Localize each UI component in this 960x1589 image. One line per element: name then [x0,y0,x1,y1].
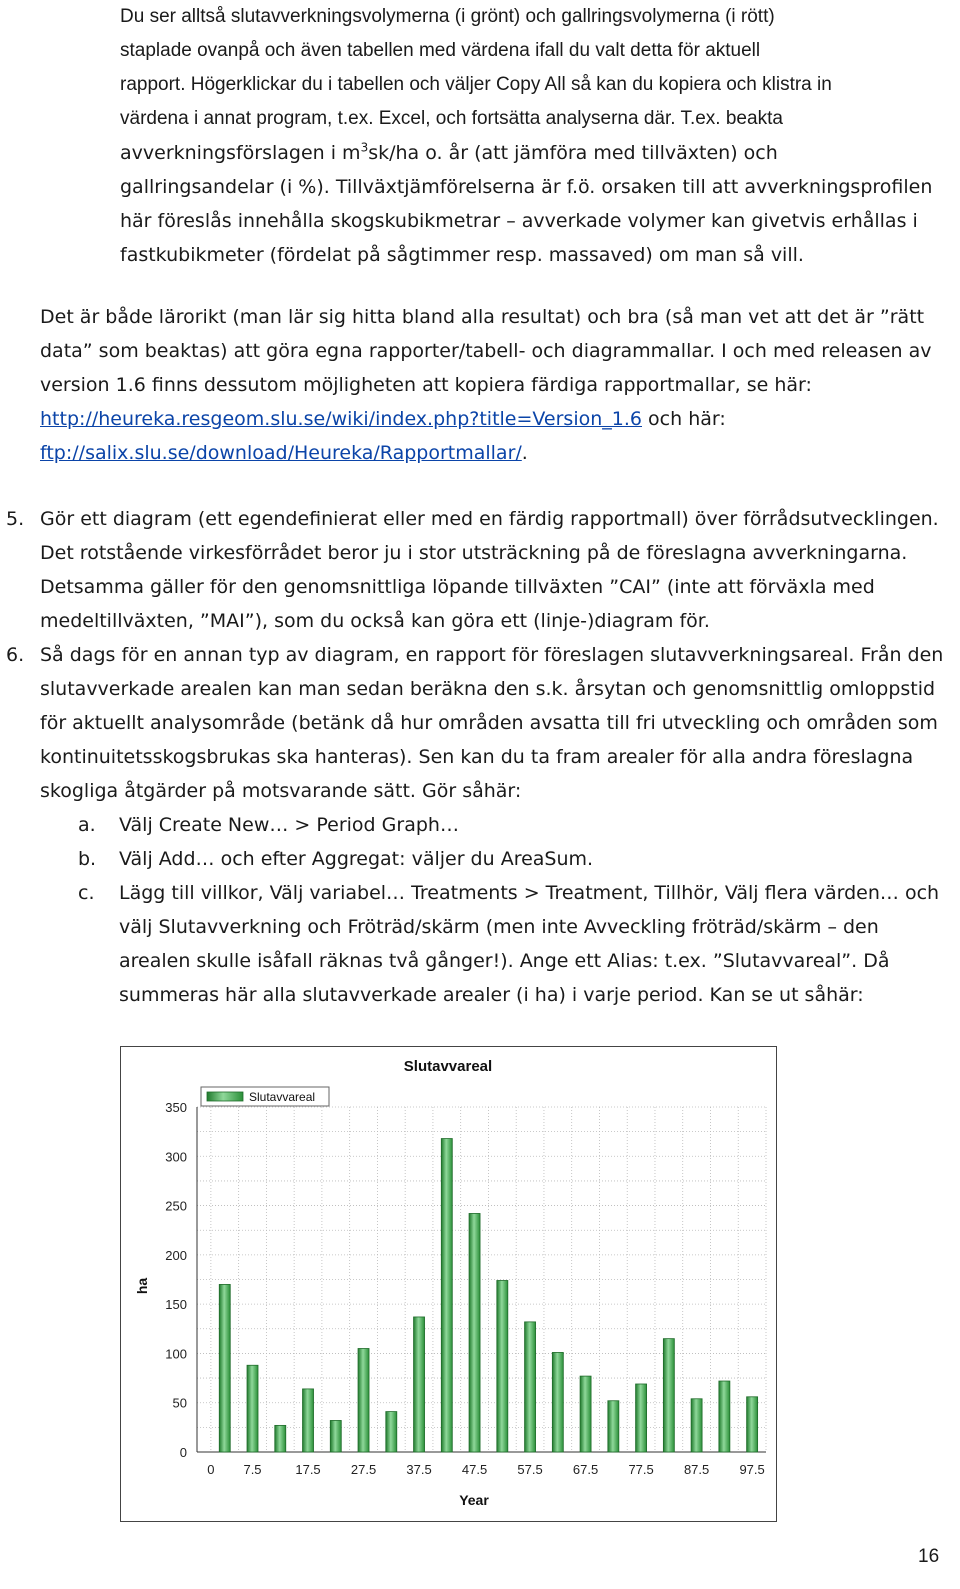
wiki-link[interactable]: http://heureka.resgeom.slu.se/wiki/index.php?title=Version_1.6 [40,408,642,430]
chart-frame [120,1046,777,1522]
sub-item-a-text: Välj Create New… > Period Graph… [119,814,459,836]
bar [469,1213,480,1452]
bar [608,1401,619,1452]
bar [719,1381,730,1452]
bar [358,1349,369,1453]
y-tick-label: 350 [165,1100,187,1115]
paragraph-1-line-8: fastkubikmeter (fördelat på sågtimmer resp. massaved) om man så vill. [120,244,804,266]
y-tick-label: 300 [165,1149,187,1165]
paragraph-1-line-3: rapport. Högerklickar du i tabellen och väljer Copy All så kan du kopiera och klistra in [120,74,832,95]
y-tick-label: 250 [165,1198,187,1214]
bar [330,1420,341,1452]
x-axis-label: Year [459,1492,489,1508]
bar [636,1384,647,1452]
bar [552,1352,563,1452]
bar [663,1339,674,1452]
bar [275,1425,286,1452]
x-tick-label: 37.5 [406,1462,432,1477]
bar [386,1412,397,1452]
x-tick-label: 47.5 [461,1462,488,1477]
paragraph-2-text-1: Det är både lärorikt (man lär sig hitta bland alla resultat) och bra (så man vet att det är ”rätt data” som beaktas) att göra egna rapporter/tabell- och diagrammallar. I och med releasen av version 1.6 finns dessutom möjligheten att kopiera färdiga rapportmallar, se här: [40,306,932,396]
x-tick-label: 27.5 [350,1462,377,1477]
bar [580,1376,591,1452]
y-tick-label: 100 [165,1346,187,1362]
bar [303,1389,314,1452]
legend-swatch [207,1092,243,1101]
bar [219,1284,230,1452]
list-number-5: 5. [6,508,25,530]
x-tick-label: 77.5 [628,1462,654,1477]
sub-item-c-text: Lägg till villkor, Välj variabel… Treatments > Treatment, Tillhör, Välj flera värden… och välj Slutavverkning och Fröträd/skärm (men inte Avveckling fröträd/skärm – den arealen skulle isåfall räknas två gånger!). Ange ett Alias: t.ex. ”Slutavvareal”. Då summeras här alla slutavverkade arealer (i ha) i varje period. Kan se ut såhär: [119,882,940,1006]
y-tick-label: 0 [179,1445,187,1460]
bar [441,1139,452,1452]
chart-title: Slutavvareal [403,1058,493,1075]
paragraph-1-line-5 [120,136,950,170]
list-item-6-text: Så dags för en annan typ av diagram, en rapport för föreslagen slutavverkningsareal. Från den slutavverkade arealen kan man sedan beräkna den s.k. årsytan och genomsnittlig omloppstid för aktuellt analysområde (betänk då hur områden avsatta till fri utveckling och områden som kontinuitetsskogsbrukas ska hanteras). Sen kan du ta fram arealer för alla andra föreslagna skogliga åtgärder på motsvarande sätt. Gör såhär: [40,644,944,802]
y-tick-label: 150 [165,1297,187,1313]
sub-item-b [40,842,960,876]
y-axis-label: ha [134,1277,150,1295]
paragraph-1-line-4: värdena i annat program, t.ex. Excel, och fortsätta analyserna där. T.ex. beakta [120,108,783,129]
bar [497,1280,508,1452]
paragraph-1-line-7: här föreslås innehålla skogskubikmetrar – avverkade volymer kan givetvis erhållas i [120,210,918,232]
sub-item-a [40,808,960,842]
paragraph-1-line-6: gallringsandelar (i %). Tillväxtjämförelserna är f.ö. orsaken till att avverkningsprofilen [120,176,933,198]
bar-chart [121,1047,776,1521]
y-tick-label: 200 [165,1247,187,1263]
list-item-5-text: Gör ett diagram (ett egendefinierat eller med en färdig rapportmall) över förrådsutvecklingen. Det rotstående virkesförrådet beror ju i stor utsträckning på de föreslagna avverkningarna. Detsamma gäller för den genomsnittliga löpande tillväxten ”CAI” (inte att förväxla med medeltillväxten, ”MAI”), som du också kan göra ett (linje-)diagram för. [40,508,939,632]
legend [201,1087,329,1106]
bar [691,1399,702,1452]
paragraph-1-line-1: Du ser alltså slutavverkningsvolymerna (i grönt) och gallringsvolymerna (i rött) [120,6,775,27]
grid-lines [197,1107,766,1452]
superscript-3: 3 [360,140,369,155]
ftp-link[interactable]: ftp://salix.slu.se/download/Heureka/Rapportmallar/ [40,442,522,464]
bar [247,1365,258,1452]
legend-label: Slutavvareal [249,1090,316,1104]
x-tick-label: 67.5 [572,1462,599,1477]
paragraph-1 [120,0,950,272]
paragraph-2-text-3: . [521,442,528,464]
y-tick-label: 50 [172,1395,187,1411]
sub-letter-c: c. [78,882,95,904]
x-tick-label: 87.5 [683,1462,710,1477]
sub-letter-a: a. [78,814,96,836]
x-tick-label: 17.5 [295,1462,321,1477]
sub-item-b-text: Välj Add… och efter Aggregat: väljer du AreaSum. [119,848,594,870]
sub-letter-b: b. [78,848,97,870]
bar [414,1317,425,1452]
page-number: 16 [918,1546,940,1567]
paragraph-2-text-2: och här: [642,408,726,430]
line-5-start: avverkningsförslagen i m [120,142,361,164]
paragraph-2 [40,300,940,470]
numbered-list [0,502,960,1012]
sub-item-c [40,876,960,1012]
x-tick-label: 57.5 [517,1462,543,1477]
list-number-6: 6. [6,644,25,666]
x-tick-label: 7.5 [243,1462,262,1477]
list-item-5 [0,502,960,638]
x-tick-label: 0 [207,1462,215,1477]
list-item-6 [0,638,960,808]
line-5-end: sk/ha o. år (att jämföra med tillväxten) och [368,142,778,164]
bar [747,1397,758,1452]
bar [525,1322,536,1452]
x-tick-label: 97.5 [739,1462,765,1477]
paragraph-1-line-2: staplade ovanpå och även tabellen med värdena ifall du valt detta för aktuell [120,40,761,61]
